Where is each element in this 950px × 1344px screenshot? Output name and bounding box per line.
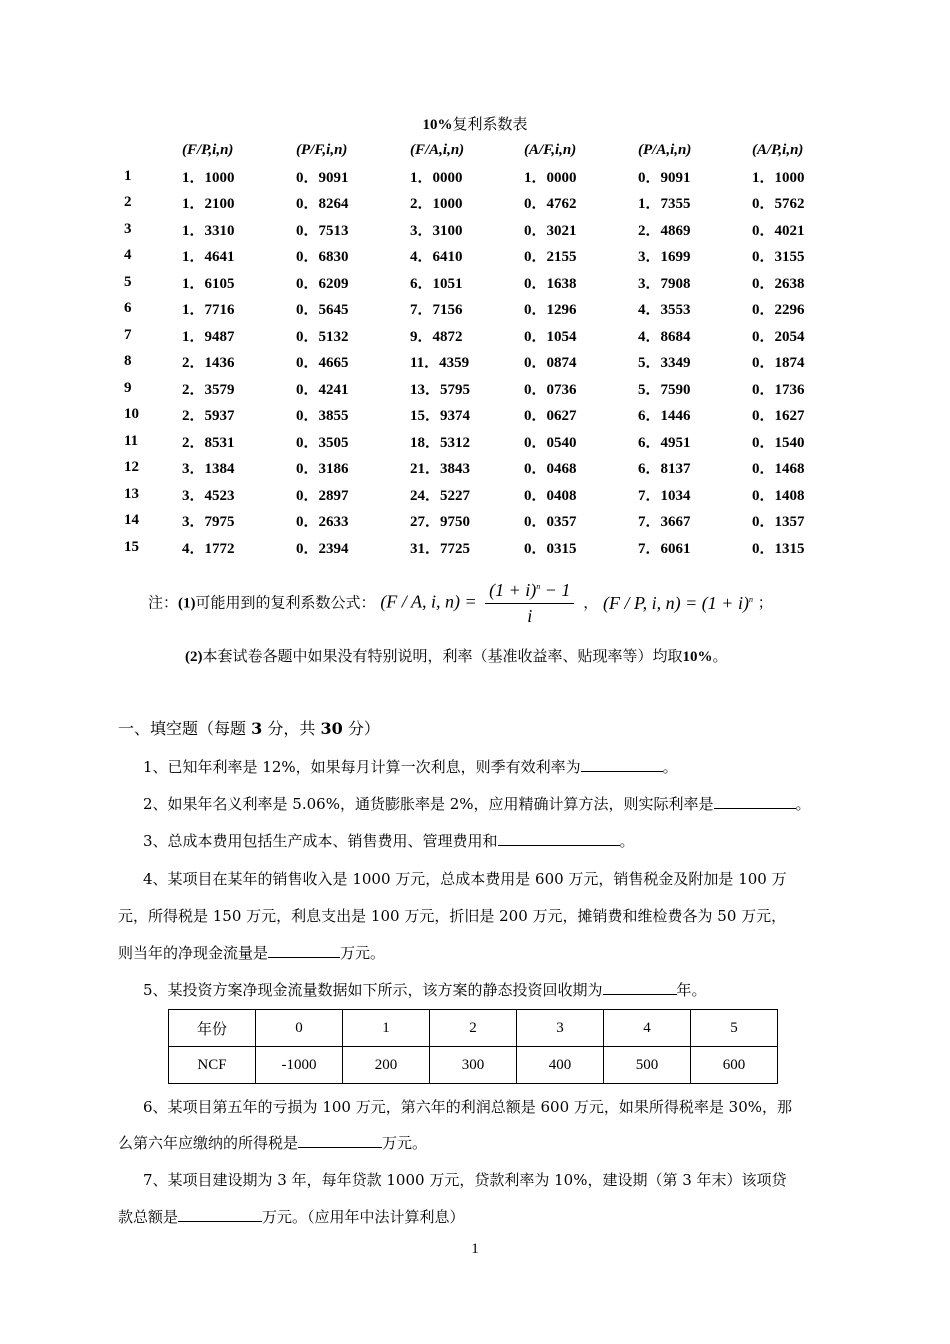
period-cell: 2 (124, 194, 132, 211)
factor-cell: 2．1436 (182, 355, 235, 372)
answer-blank[interactable] (714, 794, 796, 809)
factor-cell: 9．4872 (410, 328, 463, 345)
factor-cell: 0．1468 (752, 461, 805, 478)
factor-cell: 0．4762 (524, 196, 577, 213)
factor-cell: 1．9487 (182, 328, 235, 345)
col-header: (P/F,i,n) (296, 141, 348, 158)
table-row (118, 349, 866, 376)
ncf-cell: 3 (517, 1010, 604, 1047)
factor-cell: 1．0000 (524, 169, 577, 186)
factor-cell: 18．5312 (410, 434, 471, 451)
period-cell: 9 (124, 379, 132, 396)
factor-cell: 3．1699 (638, 249, 691, 266)
period-cell: 10 (124, 406, 139, 423)
factor-cell: 27．9750 (410, 514, 471, 531)
answer-blank[interactable] (298, 1133, 382, 1148)
factor-cell: 0．3505 (296, 434, 349, 451)
factor-cell: 0．6209 (296, 275, 349, 292)
question-1: 1、已知年利率是 12%，如果每月计算一次利息，则季有效利率为 。 (143, 758, 678, 776)
factor-cell: 0．9091 (296, 169, 349, 186)
table-row (118, 322, 866, 349)
table-title: 10%复利系数表 (422, 115, 528, 133)
factor-cell: 5．7590 (638, 381, 691, 398)
factor-cell: 21．3843 (410, 461, 471, 478)
period-cell: 8 (124, 353, 132, 370)
factor-cell: 0．4021 (752, 222, 805, 239)
factor-cell: 0．1736 (752, 381, 805, 398)
factor-cell: 2．1000 (410, 196, 463, 213)
factor-cell: 0．0874 (524, 355, 577, 372)
factor-cell: 0．1357 (752, 514, 805, 531)
factor-cell: 7．1034 (638, 487, 691, 504)
factor-cell: 1．4641 (182, 249, 235, 266)
col-header: (F/P,i,n) (182, 141, 234, 158)
period-cell: 7 (124, 326, 132, 343)
factor-cell: 2．3579 (182, 381, 235, 398)
col-header: (A/P,i,n) (752, 141, 804, 158)
factor-cell: 1．3310 (182, 222, 235, 239)
answer-blank[interactable] (498, 831, 620, 846)
factor-cell: 0．2897 (296, 487, 349, 504)
factor-cell: 6．1051 (410, 275, 463, 292)
factor-cell: 11．4359 (410, 355, 470, 372)
factor-cell: 7．3667 (638, 514, 691, 531)
factor-cell: 4．6410 (410, 249, 463, 266)
factor-cell: 0．2155 (524, 249, 577, 266)
factor-cell: 0．8264 (296, 196, 349, 213)
ncf-cell: 400 (517, 1047, 604, 1084)
factor-cell: 0．1638 (524, 275, 577, 292)
table-row (118, 534, 866, 561)
factor-cell: 1．0000 (410, 169, 463, 186)
factor-cell: 0．3021 (524, 222, 577, 239)
note-rate: (2)本套试卷各题中如果没有特别说明，利率（基准收益率、贴现率等）均取10%。 (185, 647, 728, 665)
factor-cell: 0．0357 (524, 514, 577, 531)
factor-cell: 0．1408 (752, 487, 805, 504)
question-4-line-3: 则当年的净现金流量是 万元。 (118, 944, 386, 962)
factor-cell: 15．9374 (410, 408, 471, 425)
factor-cell: 0．0540 (524, 434, 577, 451)
factor-cell: 13．5795 (410, 381, 471, 398)
factor-cell: 1．1000 (752, 169, 805, 186)
factor-cell: 7．6061 (638, 540, 691, 557)
factor-cell: 0．3155 (752, 249, 805, 266)
table-row (118, 216, 866, 243)
ncf-cell: 1 (343, 1010, 430, 1047)
factor-cell: 0．2638 (752, 275, 805, 292)
ncf-cell: 600 (691, 1047, 778, 1084)
factor-cell: 0．1054 (524, 328, 577, 345)
answer-blank[interactable] (603, 980, 677, 995)
factor-cell: 3．3100 (410, 222, 463, 239)
factor-cell: 0．5645 (296, 302, 349, 319)
period-cell: 11 (124, 432, 139, 449)
question-6-line-1: 6、某项目第五年的亏损为 100 万元，第六年的利润总额是 600 万元，如果所得税率是 30%，那 (143, 1098, 792, 1116)
factor-cell: 0．1315 (752, 540, 805, 557)
factor-cell: 6．4951 (638, 434, 691, 451)
factor-cell: 2．8531 (182, 434, 235, 451)
factor-cell: 4．1772 (182, 540, 235, 557)
question-7-line-2: 款总额是 万元。（应用年中法计算利息） (118, 1208, 465, 1226)
factor-cell: 0．3186 (296, 461, 349, 478)
ncf-cell: 年份 (169, 1010, 256, 1047)
table-row (118, 508, 866, 535)
ncf-cell: 300 (430, 1047, 517, 1084)
ncf-cell: 2 (430, 1010, 517, 1047)
col-header: (P/A,i,n) (638, 141, 692, 158)
table-row (118, 402, 866, 429)
formula-fp: (F / P, i, $n) = (1 + i)^n$ (603, 593, 753, 613)
period-cell: 14 (124, 512, 139, 529)
ncf-cell: 500 (604, 1047, 691, 1084)
table-row (118, 455, 866, 482)
ncf-cell: 5 (691, 1010, 778, 1047)
factor-cell: 24．5227 (410, 487, 471, 504)
table-header-row (118, 137, 866, 163)
note-formula: 注：(1)可能用到的复利系数公式： (F / A, i, n) = $\frac{(1 + i)^n - 1}{i}$ ， (F / P, i, $n) = (1 + i)^n$ ； (148, 580, 773, 626)
factor-cell: 4．8684 (638, 328, 691, 345)
ncf-table (168, 1009, 778, 1084)
answer-blank[interactable] (581, 757, 663, 772)
factor-cell: 31．7725 (410, 540, 471, 557)
col-header: (A/F,i,n) (524, 141, 577, 158)
period-cell: 1 (124, 167, 132, 184)
answer-blank[interactable] (178, 1207, 262, 1222)
factor-cell: 0．0408 (524, 487, 577, 504)
factor-cell: 0．6830 (296, 249, 349, 266)
factor-cell: 3．7908 (638, 275, 691, 292)
period-cell: 15 (124, 538, 139, 555)
ncf-cell: 4 (604, 1010, 691, 1047)
factor-cell: 0．4241 (296, 381, 349, 398)
factor-cell: 0．1874 (752, 355, 805, 372)
period-cell: 12 (124, 459, 139, 476)
factor-cell: 0．5762 (752, 196, 805, 213)
ncf-cell: 200 (343, 1047, 430, 1084)
factor-cell: 1．6105 (182, 275, 235, 292)
period-cell: 6 (124, 300, 132, 317)
formula-fa: (F / A, i, n) = $\frac{(1 + i)^n - 1}{i}$ (380, 580, 578, 627)
factor-cell: 2．5937 (182, 408, 235, 425)
period-cell: 13 (124, 485, 139, 502)
period-cell: 4 (124, 247, 132, 264)
section-heading: 一、填空题（每题 3 分，共 30 分） (118, 719, 380, 738)
factor-cell: 0．2296 (752, 302, 805, 319)
question-3: 3、总成本费用包括生产成本、销售费用、管理费用和 。 (143, 832, 635, 850)
question-4-line-1: 4、某项目在某年的销售收入是 1000 万元，总成本费用是 600 万元，销售税金及附加是 100 万 (143, 870, 787, 888)
table-row (118, 190, 866, 217)
table-row (118, 163, 866, 190)
factor-cell: 0．2054 (752, 328, 805, 345)
question-4-line-2: 元，所得税是 150 万元，利息支出是 100 万元，折旧是 200 万元，摊销费和维检费各为 50 万元， (118, 907, 787, 925)
factor-cell: 0．1540 (752, 434, 805, 451)
factor-cell: 4．3553 (638, 302, 691, 319)
table-row (118, 375, 866, 402)
question-7-line-1: 7、某项目建设期为 3 年，每年贷款 1000 万元，贷款利率为 10%，建设期（第 3 年末）该项贷 (143, 1171, 787, 1189)
answer-blank[interactable] (268, 943, 340, 958)
factor-cell: 0．0315 (524, 540, 577, 557)
factor-cell: 0．1296 (524, 302, 577, 319)
factor-cell: 0．7513 (296, 222, 349, 239)
factor-cell: 0．0736 (524, 381, 577, 398)
table-row (118, 269, 866, 296)
factor-cell: 5．3349 (638, 355, 691, 372)
factor-cell: 0．0627 (524, 408, 577, 425)
factor-cell: 6．1446 (638, 408, 691, 425)
factor-cell: 7．7156 (410, 302, 463, 319)
question-5: 5、某投资方案净现金流量数据如下所示，该方案的静态投资回收期为 年。 (143, 981, 707, 999)
table-row (118, 296, 866, 323)
period-cell: 5 (124, 273, 132, 290)
ncf-cell: -1000 (256, 1047, 343, 1084)
factor-cell: 0．2394 (296, 540, 349, 557)
col-header: (F/A,i,n) (410, 141, 465, 158)
page-number: 1 (471, 1241, 479, 1257)
factor-cell: 6．8137 (638, 461, 691, 478)
factor-cell: 0．1627 (752, 408, 805, 425)
table-row (118, 428, 866, 455)
factor-cell: 1．2100 (182, 196, 235, 213)
table-body (118, 163, 866, 561)
factor-cell: 1．7355 (638, 196, 691, 213)
factor-cell: 1．7716 (182, 302, 235, 319)
factor-cell: 3．4523 (182, 487, 235, 504)
factor-cell: 0．9091 (638, 169, 691, 186)
factor-cell: 3．1384 (182, 461, 235, 478)
factor-cell: 3．7975 (182, 514, 235, 531)
factor-cell: 0．4665 (296, 355, 349, 372)
factor-cell: 1．1000 (182, 169, 235, 186)
compound-interest-table (118, 137, 866, 561)
question-2: 2、如果年名义利率是 5.06%，通货膨胀率是 2%，应用精确计算方法，则实际利率是 。 (143, 795, 811, 813)
factor-cell: 0．5132 (296, 328, 349, 345)
question-6-line-2: 么第六年应缴纳的所得税是 万元。 (118, 1134, 428, 1152)
factor-cell: 2．4869 (638, 222, 691, 239)
table-row (118, 481, 866, 508)
ncf-cell: NCF (169, 1047, 256, 1084)
table-row (118, 243, 866, 270)
ncf-cell: 0 (256, 1010, 343, 1047)
period-cell: 3 (124, 220, 132, 237)
factor-cell: 0．3855 (296, 408, 349, 425)
factor-cell: 0．0468 (524, 461, 577, 478)
ncf-value-row (169, 1047, 778, 1084)
ncf-year-row (169, 1010, 778, 1047)
factor-cell: 0．2633 (296, 514, 349, 531)
